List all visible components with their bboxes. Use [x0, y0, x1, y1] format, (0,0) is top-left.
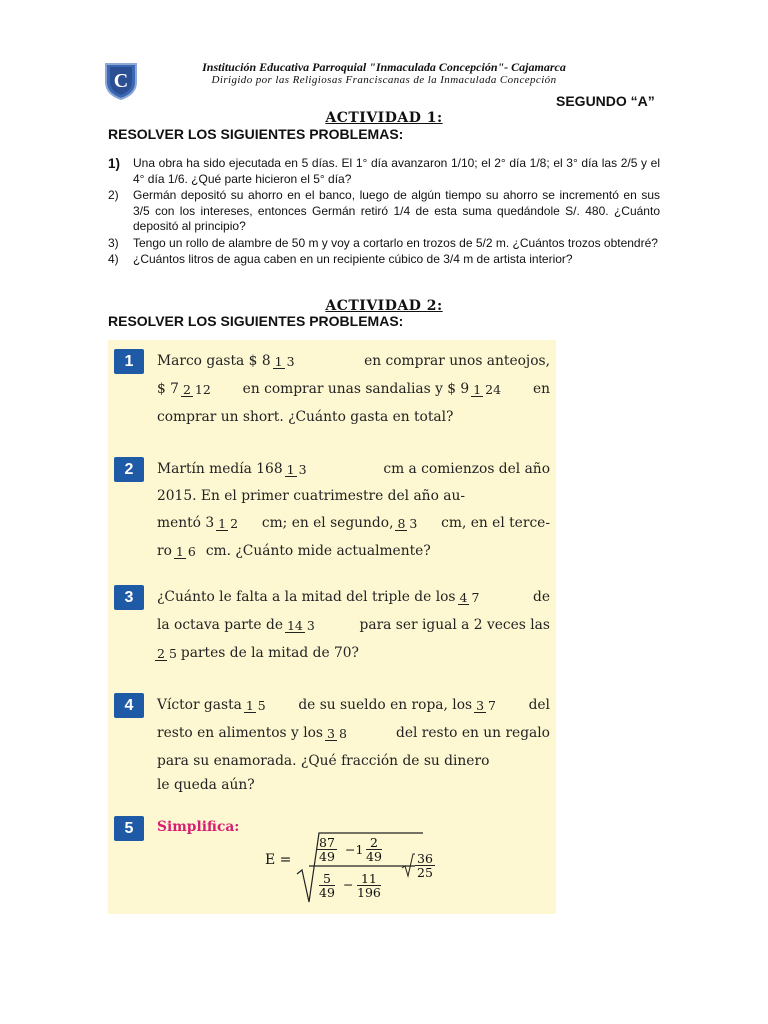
problem-number-badge: 2 [114, 457, 144, 482]
item-number: 1) [108, 156, 121, 171]
item-text: Tengo un rollo de alambre de 50 m y voy a cortarlo en trozos de 5/2 m. ¿Cuántos trozos obtendré? [133, 235, 658, 250]
item-text: ¿Cuántos litros de agua caben en un recipiente cúbico de 3/4 m de artista interior? [133, 252, 573, 266]
item-number: 4) [108, 252, 119, 266]
simplify-label: Simplifica: [157, 819, 240, 835]
problem-number-badge: 4 [114, 693, 144, 718]
grade-label: SEGUNDO “A” [556, 93, 655, 109]
activity1-title: ACTIVIDAD 1: [325, 110, 443, 126]
fraction: 1 2 [218, 515, 239, 531]
activity1-subtitle: RESOLVER LOS SIGUIENTES PROBLEMAS: [108, 126, 404, 142]
item-number: 3) [108, 235, 119, 250]
problem-number-badge: 1 [114, 349, 144, 374]
list-item [108, 188, 660, 235]
logo-letter: C [113, 70, 129, 92]
fraction: 1 5 [245, 697, 266, 713]
small-radical-sign [401, 852, 415, 878]
institution-directed-by: Dirigido por las Religiosas Franciscanas de la Inmaculada Concepción [211, 74, 557, 86]
activity1-problem-list [108, 156, 660, 269]
fraction: 2 12 [182, 381, 211, 397]
fraction: 1 3 [286, 461, 307, 477]
fraction: 2 5 [157, 645, 177, 661]
activity2-subtitle: RESOLVER LOS SIGUIENTES PROBLEMAS: [108, 313, 404, 329]
item-text: Una obra ha sido ejecutada en 5 días. El 1° día avanzaron 1/10; el 2° día 1/8; el 3° día las 2/5 y el 4° día 1/6. ¿Qué parte hicieron el 5° día? [133, 156, 660, 186]
fraction: 4 7 [459, 589, 480, 605]
problems-panel: 1 Marco gasta $ 8 1 3 en comprar unos anteojos, $ 7 2 12 en comprar unas sandalias y $ 9 1 24 en comprar un short. ¿Cuánto gasta en total? 2 Martín medía 168 1 3 cm a comienzos del año 2015. En el primer cuatrimestre del año au- mentó 3 1 2 cm; en el segundo, 8 3 cm, en el terce- ro 1 6 cm. ¿Cuánto mide actualmente? 3 ¿Cuánto le falta a la mitad del triple de los 4 7 de la octava parte de 14 3 para ser igual a 2 veces las 2 5 partes de la mitad de 70? 4 Víctor gasta 1 5 de su sueldo en ropa, los 3 7 del resto en alimentos y los 3 8 del resto en un regalo para su enamorada. ¿Qué fracción de su dinero le queda aún? 5 Simplifica: E = 87 49 −1 2 49 5 49 − 11 196 36 25 [108, 340, 556, 914]
problem-number-badge: 5 [114, 816, 144, 841]
fraction: 1 6 [175, 543, 196, 559]
fraction: 8 3 [397, 515, 418, 531]
list-item [108, 236, 660, 252]
formula-lhs: E = [265, 852, 292, 868]
fraction: 1 24 [473, 381, 502, 397]
fraction: 3 7 [476, 697, 496, 713]
fraction: 3 8 [327, 725, 347, 741]
item-number: 2) [108, 188, 119, 202]
fraction: 14 3 [286, 617, 315, 633]
fraction: 1 3 [274, 353, 295, 369]
item-text: Germán depositó su ahorro en el banco, luego de algún tiempo su ahorro se incrementó en sus 3/5 con los intereses, entonces Germán retiró 1/4 de esta suma quedándole S/. 480. ¿Cuánto depositó al principio? [133, 188, 660, 233]
list-item [108, 252, 660, 268]
activity2-title: ACTIVIDAD 2: [325, 298, 443, 314]
list-item [108, 156, 660, 187]
institution-name: Institución Educativa Parroquial "Inmaculada Concepción"- Cajamarca [202, 60, 566, 74]
problem-number-badge: 3 [114, 585, 144, 610]
simplify-formula: E = 87 49 −1 2 49 5 49 − 11 196 36 25 [265, 830, 525, 910]
